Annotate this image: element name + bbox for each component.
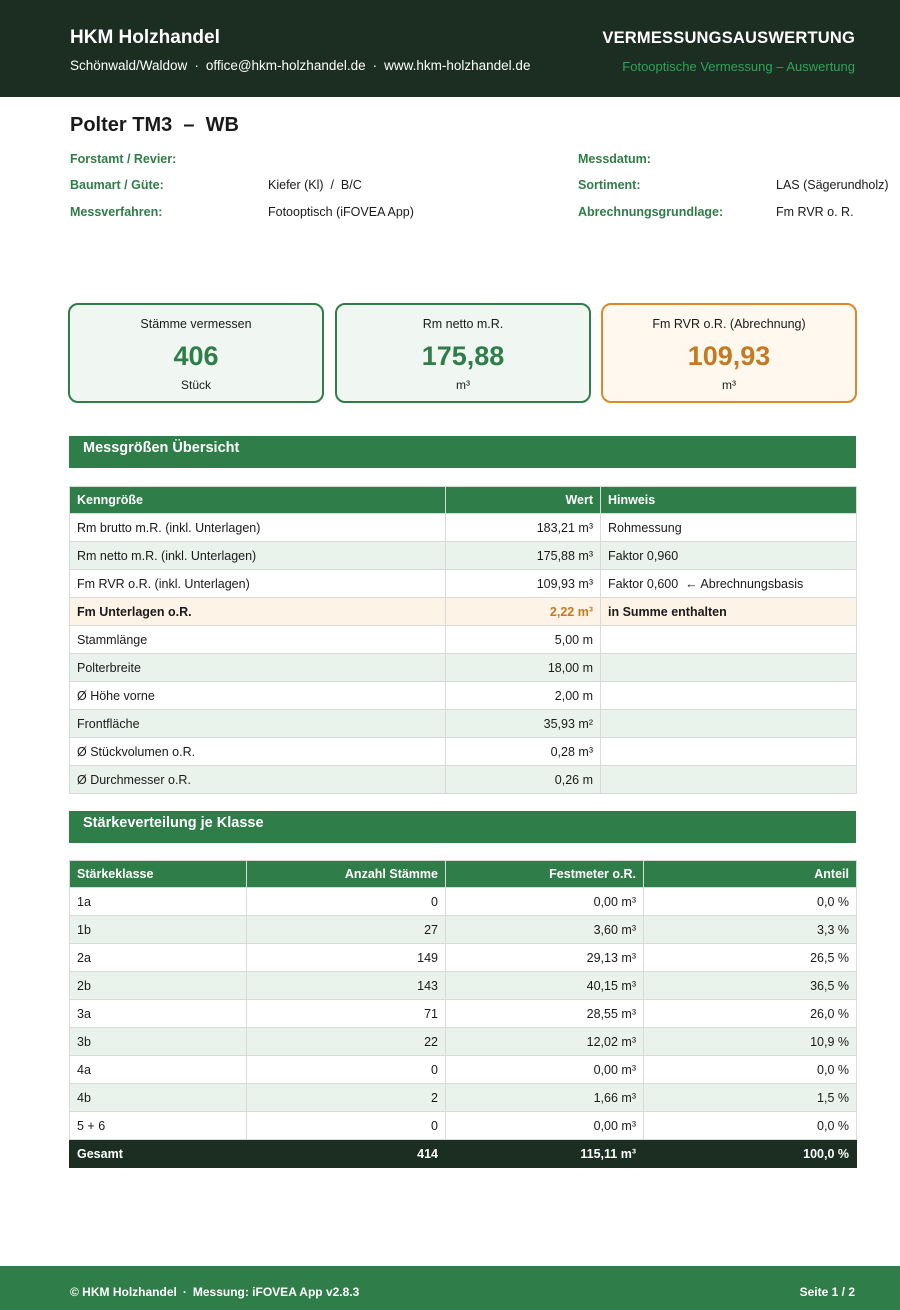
- cell-wert: 5,00 m: [446, 626, 601, 654]
- kpi-card-staemme: [68, 303, 324, 403]
- table-row: [70, 682, 857, 710]
- table-row: [70, 570, 857, 598]
- cell-kenngroesse: Ø Stückvolumen o.R.: [70, 738, 446, 766]
- table-row: [70, 514, 857, 542]
- cell-kenngroesse: Frontfläche: [70, 710, 446, 738]
- table-header-row: [70, 487, 857, 514]
- cell-klasse: Gesamt: [70, 1140, 247, 1168]
- page-number: Seite 1 / 2: [799, 1285, 855, 1299]
- messgroessen-table: [69, 486, 857, 794]
- messdatum-label: Messdatum:: [578, 152, 651, 166]
- kpi-card-fm-rvr: [601, 303, 857, 403]
- separator: ·: [194, 58, 199, 73]
- separator: ·: [182, 1285, 187, 1299]
- document-title: VERMESSUNGSAUSWERTUNG: [602, 29, 855, 47]
- page-footer: [0, 1266, 900, 1310]
- cell-festmeter: 0,00 m³: [446, 888, 644, 916]
- company-website-link[interactable]: www.hkm-holzhandel.de: [384, 58, 531, 73]
- column-header: Wert: [446, 487, 601, 514]
- footer-measurement: Messung: iFOVEA App v2.8.3: [192, 1285, 360, 1299]
- cell-hinweis: [601, 710, 857, 738]
- cell-anteil: 1,5 %: [644, 1084, 857, 1112]
- baumart-label: Baumart / Güte:: [70, 178, 164, 192]
- kpi-value: 175,88: [421, 341, 505, 371]
- abrechnung-value: Fm RVR o. R.: [776, 205, 854, 219]
- cell-anteil: 10,9 %: [644, 1028, 857, 1056]
- cell-festmeter: 28,55 m³: [446, 1000, 644, 1028]
- table-row: [70, 766, 857, 794]
- cell-festmeter: 0,00 m³: [446, 1112, 644, 1140]
- cell-kenngroesse: Fm RVR o.R. (inkl. Unterlagen): [70, 570, 446, 598]
- table-row: [70, 1084, 857, 1112]
- cell-anteil: 0,0 %: [644, 1056, 857, 1084]
- cell-klasse: 4b: [70, 1084, 247, 1112]
- cell-festmeter: 40,15 m³: [446, 972, 644, 1000]
- kpi-unit: m³: [456, 378, 470, 392]
- table-row: [70, 738, 857, 766]
- column-header: Stärkeklasse: [70, 861, 247, 888]
- cell-anzahl: 0: [247, 1112, 446, 1140]
- cell-anteil: 26,5 %: [644, 944, 857, 972]
- kpi-label: Fm RVR o.R. (Abrechnung): [652, 317, 806, 331]
- table-row: [70, 710, 857, 738]
- cell-anteil: 100,0 %: [644, 1140, 857, 1168]
- footer-info: [70, 1285, 359, 1299]
- polter-title: Polter TM3 – WB: [70, 114, 239, 136]
- cell-hinweis: [601, 626, 857, 654]
- cell-anzahl: 71: [247, 1000, 446, 1028]
- section-title-messgroessen: Messgrößen Übersicht: [69, 436, 856, 468]
- column-header: Festmeter o.R.: [446, 861, 644, 888]
- kpi-value: 109,93: [687, 341, 771, 371]
- abrechnung-label: Abrechnungsgrundlage:: [578, 205, 724, 219]
- cell-anzahl: 149: [247, 944, 446, 972]
- cell-wert: 18,00 m: [446, 654, 601, 682]
- kpi-label: Rm netto m.R.: [422, 317, 504, 331]
- table-row: [70, 944, 857, 972]
- page-header: [0, 0, 900, 97]
- forstamt-label: Forstamt / Revier:: [70, 152, 177, 166]
- company-name: HKM Holzhandel: [70, 27, 220, 48]
- contact-line: [70, 58, 530, 73]
- cell-festmeter: 12,02 m³: [446, 1028, 644, 1056]
- cell-kenngroesse: Ø Höhe vorne: [70, 682, 446, 710]
- footer-copyright: © HKM Holzhandel: [70, 1285, 177, 1299]
- cell-klasse: 2a: [70, 944, 247, 972]
- cell-hinweis: [601, 738, 857, 766]
- document-subtitle: Fotooptische Vermessung – Auswertung: [622, 59, 855, 74]
- company-email-link[interactable]: office@hkm-holzhandel.de: [205, 58, 366, 73]
- cell-festmeter: 1,66 m³: [446, 1084, 644, 1112]
- staerkeverteilung-table: [69, 860, 857, 1168]
- cell-hinweis: in Summe enthalten: [601, 598, 857, 626]
- column-header: Anteil: [644, 861, 857, 888]
- section-title-staerkeverteilung: Stärkeverteilung je Klasse: [69, 811, 856, 843]
- cell-kenngroesse: Fm Unterlagen o.R.: [70, 598, 446, 626]
- messverfahren-value: Fotooptisch (iFOVEA App): [268, 205, 414, 219]
- cell-wert: 35,93 m²: [446, 710, 601, 738]
- cell-klasse: 2b: [70, 972, 247, 1000]
- cell-anzahl: 27: [247, 916, 446, 944]
- kpi-card-rm-netto: [335, 303, 591, 403]
- cell-klasse: 4a: [70, 1056, 247, 1084]
- cell-klasse: 1b: [70, 916, 247, 944]
- cell-festmeter: 3,60 m³: [446, 916, 644, 944]
- cell-wert: 175,88 m³: [446, 542, 601, 570]
- cell-wert: 0,26 m: [446, 766, 601, 794]
- separator: ·: [372, 58, 378, 73]
- cell-klasse: 1a: [70, 888, 247, 916]
- cell-hinweis: [601, 654, 857, 682]
- column-header: Hinweis: [601, 487, 857, 514]
- sortiment-value: LAS (Sägerundholz): [776, 178, 889, 192]
- cell-kenngroesse: Rm netto m.R. (inkl. Unterlagen): [70, 542, 446, 570]
- cell-anteil: 26,0 %: [644, 1000, 857, 1028]
- cell-klasse: 3b: [70, 1028, 247, 1056]
- table-row: [70, 1112, 857, 1140]
- sortiment-label: Sortiment:: [578, 178, 641, 192]
- cell-anteil: 0,0 %: [644, 888, 857, 916]
- kpi-label: Stämme vermessen: [140, 317, 252, 331]
- cell-hinweis: [601, 766, 857, 794]
- cell-anzahl: 0: [247, 1056, 446, 1084]
- cell-kenngroesse: Ø Durchmesser o.R.: [70, 766, 446, 794]
- cell-hinweis: Rohmessung: [601, 514, 857, 542]
- cell-festmeter: 115,11 m³: [446, 1140, 644, 1168]
- table-row: [70, 1000, 857, 1028]
- cell-anteil: 3,3 %: [644, 916, 857, 944]
- cell-klasse: 5 + 6: [70, 1112, 247, 1140]
- cell-wert: 2,22 m³: [446, 598, 601, 626]
- cell-wert: 109,93 m³: [446, 570, 601, 598]
- cell-kenngroesse: Stammlänge: [70, 626, 446, 654]
- table-row: [70, 972, 857, 1000]
- column-header: Kenngröße: [70, 487, 446, 514]
- cell-anzahl: 0: [247, 888, 446, 916]
- company-location: Schönwald/Waldow: [70, 58, 188, 73]
- cell-hinweis: [601, 682, 857, 710]
- table-row: [70, 542, 857, 570]
- cell-hinweis: Faktor 0,960: [601, 542, 857, 570]
- cell-festmeter: 29,13 m³: [446, 944, 644, 972]
- cell-anzahl: 414: [247, 1140, 446, 1168]
- cell-anzahl: 143: [247, 972, 446, 1000]
- table-row: [70, 1028, 857, 1056]
- cell-kenngroesse: Polterbreite: [70, 654, 446, 682]
- table-row: [70, 888, 857, 916]
- table-total-row: [70, 1140, 857, 1168]
- kpi-unit: Stück: [180, 378, 211, 392]
- table-row-highlight: [70, 598, 857, 626]
- table-header-row: [70, 861, 857, 888]
- kpi-unit: m³: [722, 378, 736, 392]
- cell-wert: 0,28 m³: [446, 738, 601, 766]
- column-header: Anzahl Stämme: [247, 861, 446, 888]
- kpi-value: 406: [173, 341, 219, 371]
- cell-anteil: 0,0 %: [644, 1112, 857, 1140]
- cell-hinweis: Faktor 0,600 ← Abrechnungsbasis: [601, 570, 857, 598]
- table-row: [70, 626, 857, 654]
- cell-anteil: 36,5 %: [644, 972, 857, 1000]
- table-row: [70, 654, 857, 682]
- table-row: [70, 1056, 857, 1084]
- cell-klasse: 3a: [70, 1000, 247, 1028]
- cell-kenngroesse: Rm brutto m.R. (inkl. Unterlagen): [70, 514, 446, 542]
- cell-anzahl: 22: [247, 1028, 446, 1056]
- cell-wert: 2,00 m: [446, 682, 601, 710]
- cell-anzahl: 2: [247, 1084, 446, 1112]
- table-row: [70, 916, 857, 944]
- cell-festmeter: 0,00 m³: [446, 1056, 644, 1084]
- baumart-value: Kiefer (Kl) / B/C: [268, 178, 362, 192]
- cell-wert: 183,21 m³: [446, 514, 601, 542]
- messverfahren-label: Messverfahren:: [70, 205, 163, 219]
